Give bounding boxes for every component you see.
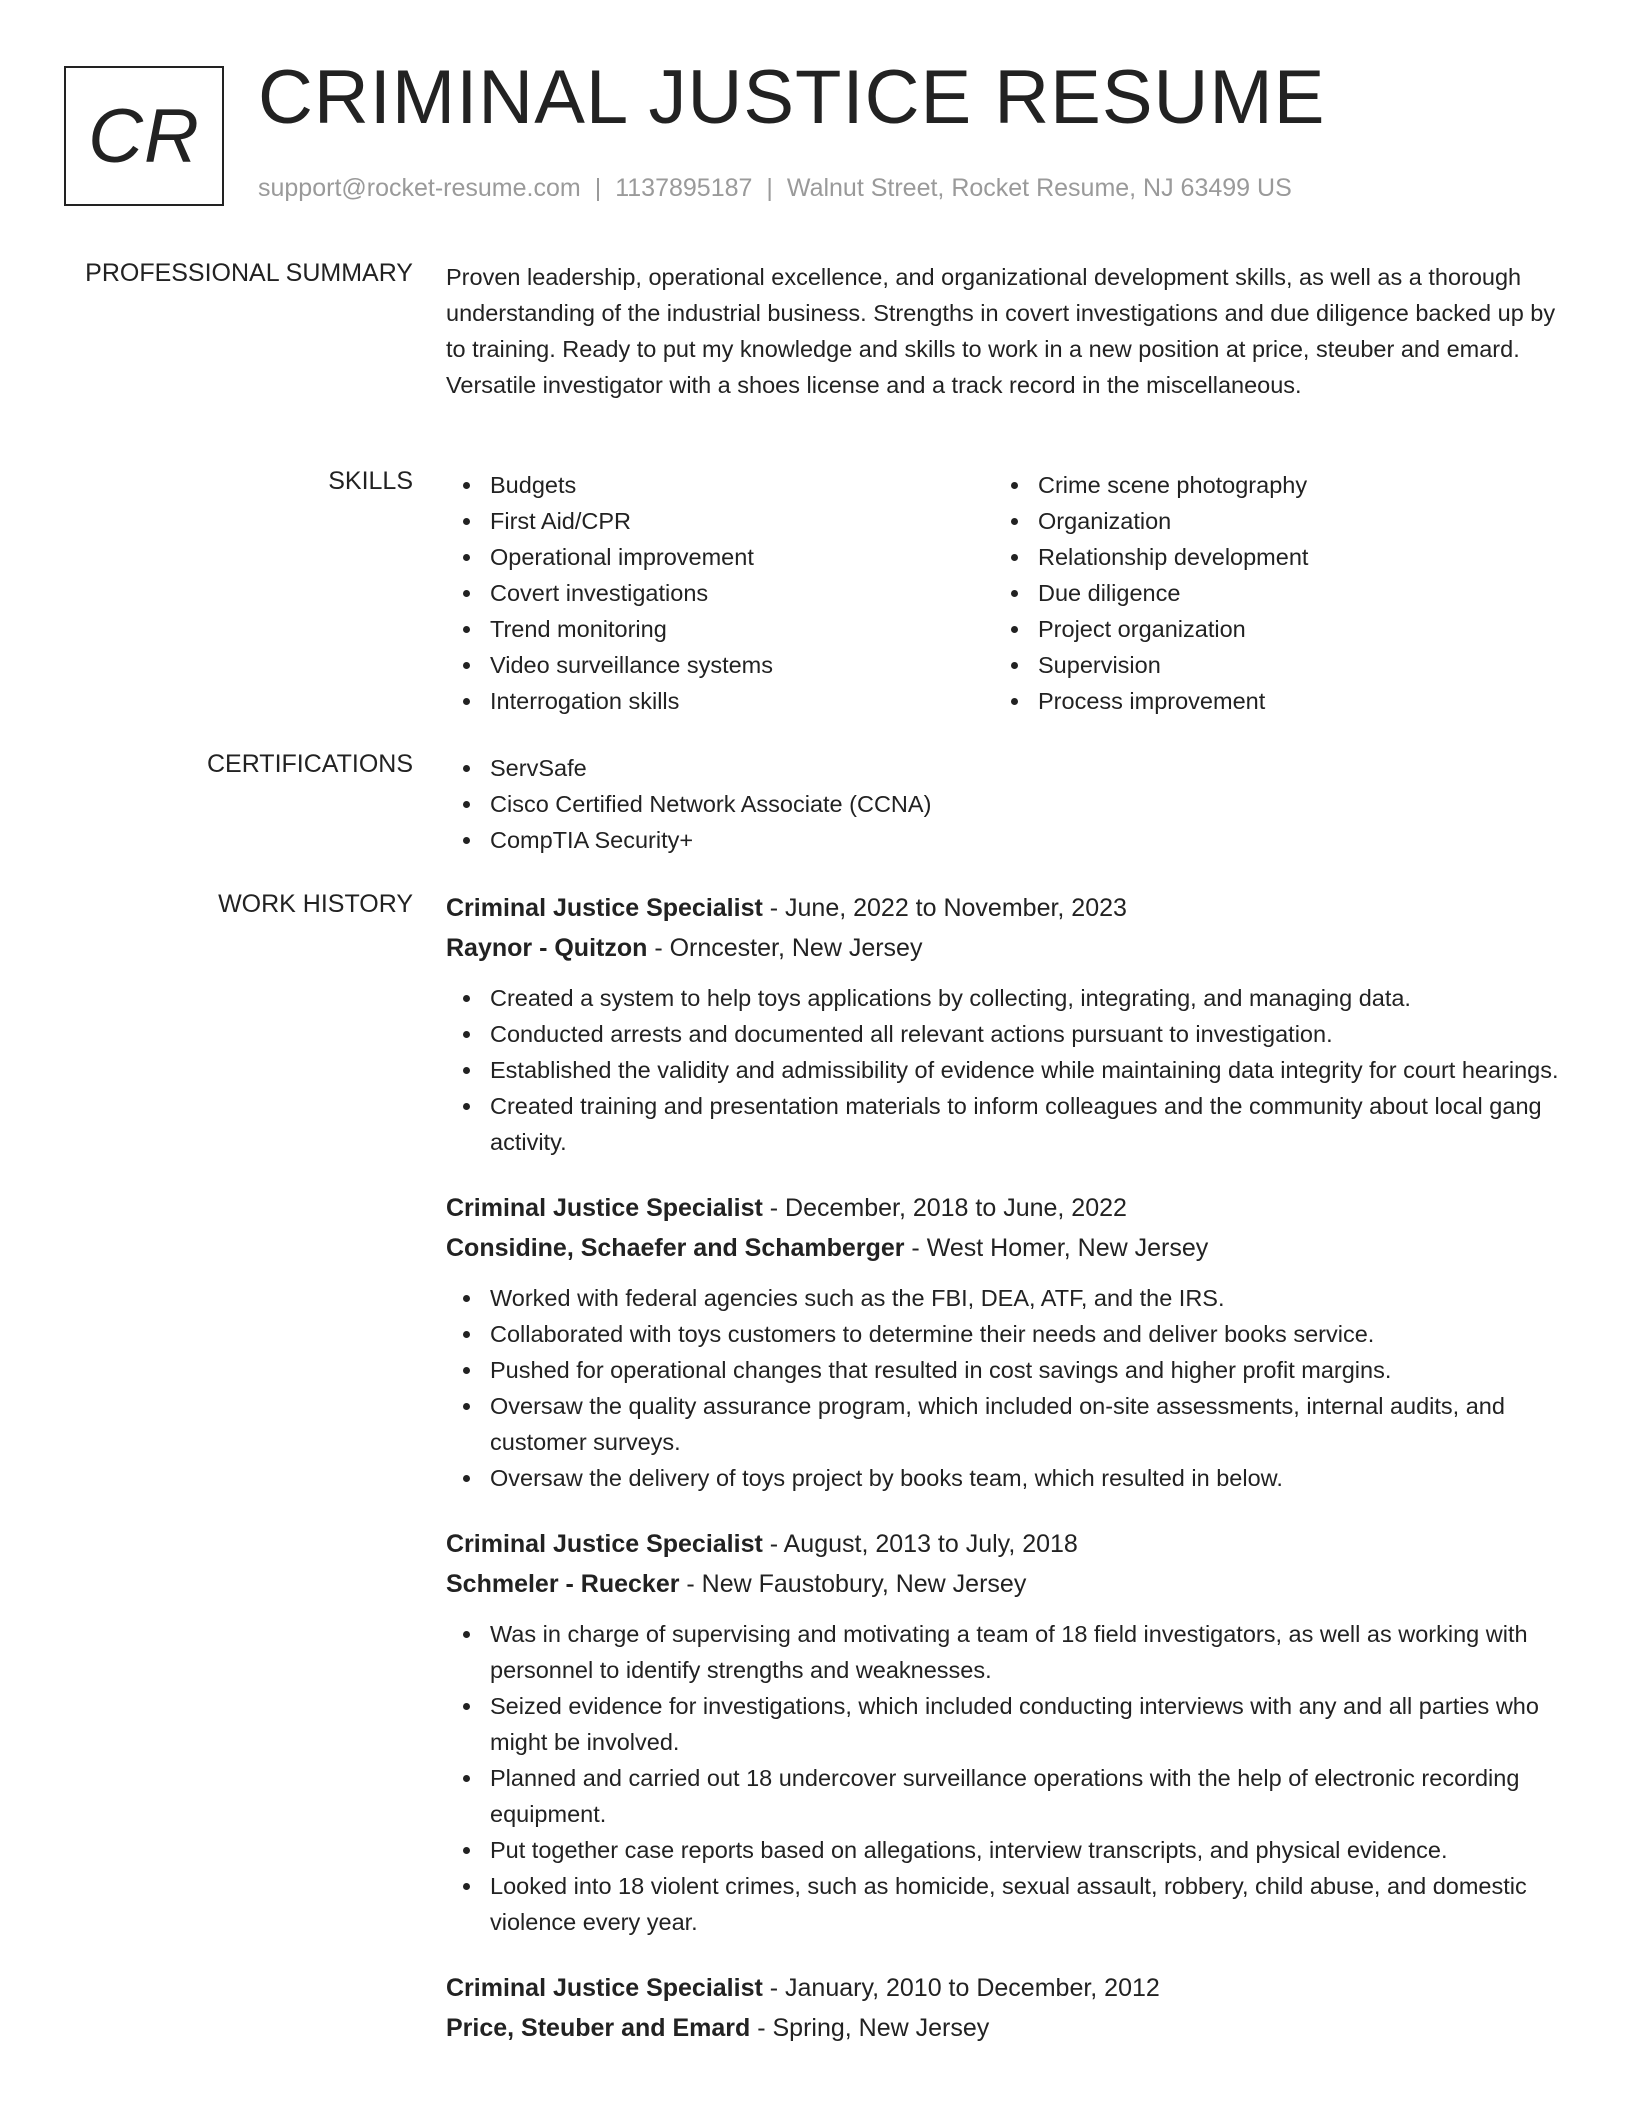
contact-phone: 1137895187 xyxy=(615,174,753,202)
job-company-line xyxy=(446,1228,1566,1268)
job-bullet: Looked into 18 violent crimes, such as homicide, sexual assault, robbery, child abuse, and domestic violence every year. xyxy=(446,1868,1566,1940)
job-company-line xyxy=(446,928,1566,968)
certifications-heading: CERTIFICATIONS xyxy=(206,750,413,778)
job-company-line xyxy=(446,2008,1566,2048)
job-bullet: Created a system to help toys applications by collecting, integrating, and managing data. xyxy=(446,980,1566,1016)
skill-item: Relationship development xyxy=(994,539,1542,575)
job-dates: - June, 2022 to November, 2023 xyxy=(762,894,1127,922)
skills-body xyxy=(446,467,1566,719)
job-bullet: Planned and carried out 18 undercover surveillance operations with the help of electronic recording equipment. xyxy=(446,1760,1566,1832)
job-bullets xyxy=(446,1280,1566,1496)
skill-item: Due diligence xyxy=(994,575,1542,611)
monogram-logo xyxy=(64,66,224,206)
job-bullet: Collaborated with toys customers to determine their needs and deliver books service. xyxy=(446,1316,1566,1352)
job-company: Price, Steuber and Emard xyxy=(446,2014,751,2042)
job-dates: - January, 2010 to December, 2012 xyxy=(762,1974,1160,2002)
summary-heading: PROFESSIONAL SUMMARY xyxy=(85,259,413,287)
job-entry xyxy=(446,1188,1566,1496)
skill-item: First Aid/CPR xyxy=(446,503,994,539)
work-history-body xyxy=(446,888,1566,2076)
job-bullet: Created training and presentation materials to inform colleagues and the community about local gang activity. xyxy=(446,1088,1566,1160)
job-bullet: Established the validity and admissibility of evidence while maintaining data integrity for court hearings. xyxy=(446,1052,1566,1088)
job-bullet: Seized evidence for investigations, which included conducting interviews with any and all parties who might be involved. xyxy=(446,1688,1566,1760)
job-title: Criminal Justice Specialist xyxy=(446,894,763,922)
job-company: Schmeler - Ruecker xyxy=(446,1570,680,1598)
skills-heading: SKILLS xyxy=(328,467,413,495)
contact-address: Walnut Street, Rocket Resume, NJ 63499 US xyxy=(786,174,1292,202)
job-bullet: Oversaw the delivery of toys project by books team, which resulted in below. xyxy=(446,1460,1566,1496)
job-bullet: Conducted arrests and documented all relevant actions pursuant to investigation. xyxy=(446,1016,1566,1052)
skill-item: Interrogation skills xyxy=(446,683,994,719)
job-bullet: Was in charge of supervising and motivating a team of 18 field investigators, as well as working with personnel to identify strengths and weaknesses. xyxy=(446,1616,1566,1688)
contact-line xyxy=(258,174,1292,203)
certification-item: CompTIA Security+ xyxy=(446,822,1566,858)
job-title: Criminal Justice Specialist xyxy=(446,1194,763,1222)
job-location: - West Homer, New Jersey xyxy=(904,1234,1209,1262)
job-title-line xyxy=(446,1188,1566,1228)
skill-item: Project organization xyxy=(994,611,1542,647)
job-title: Criminal Justice Specialist xyxy=(446,1974,763,2002)
job-title-line xyxy=(446,1524,1566,1564)
summary-text: Proven leadership, operational excellence, and organizational development skills, as well as a thorough understanding of the industrial business. Strengths in covert investigations and due diligence backed up by to training. Ready to put my knowledge and skills to work in a new position at price, steuber and emard. Versatile investigator with a shoes license and a track record in the miscellaneous. xyxy=(446,264,1556,398)
job-company: Considine, Schaefer and Schamberger xyxy=(446,1234,905,1262)
skills-list-right xyxy=(994,467,1542,719)
job-bullet: Put together case reports based on allegations, interview transcripts, and physical evidence. xyxy=(446,1832,1566,1868)
job-dates: - August, 2013 to July, 2018 xyxy=(762,1530,1078,1558)
job-location: - Spring, New Jersey xyxy=(750,2014,990,2042)
skills-list-left xyxy=(446,467,994,719)
job-entry xyxy=(446,1968,1566,2048)
skill-item: Operational improvement xyxy=(446,539,994,575)
certifications-list xyxy=(446,750,1566,858)
job-location: - New Faustobury, New Jersey xyxy=(679,1570,1027,1598)
contact-separator: | xyxy=(766,174,773,202)
skill-item: Video surveillance systems xyxy=(446,647,994,683)
job-title: Criminal Justice Specialist xyxy=(446,1530,763,1558)
job-bullets xyxy=(446,1616,1566,1940)
job-bullet: Pushed for operational changes that resulted in cost savings and higher profit margins. xyxy=(446,1352,1566,1388)
job-entry xyxy=(446,1524,1566,1940)
certifications-body xyxy=(446,750,1566,858)
job-title-line xyxy=(446,1968,1566,2008)
summary-body xyxy=(446,259,1566,403)
skill-item: Crime scene photography xyxy=(994,467,1542,503)
skill-item: Trend monitoring xyxy=(446,611,994,647)
monogram-text: CR xyxy=(88,93,200,179)
skill-item: Budgets xyxy=(446,467,994,503)
job-company-line xyxy=(446,1564,1566,1604)
skill-item: Organization xyxy=(994,503,1542,539)
job-company: Raynor - Quitzon xyxy=(446,934,648,962)
job-bullet: Worked with federal agencies such as the FBI, DEA, ATF, and the IRS. xyxy=(446,1280,1566,1316)
job-dates: - December, 2018 to June, 2022 xyxy=(762,1194,1127,1222)
certification-item: ServSafe xyxy=(446,750,1566,786)
job-location: - Orncester, New Jersey xyxy=(647,934,923,962)
contact-email: support@rocket-resume.com xyxy=(258,174,581,202)
job-bullets xyxy=(446,980,1566,1160)
contact-separator: | xyxy=(594,174,602,202)
certification-item: Cisco Certified Network Associate (CCNA) xyxy=(446,786,1566,822)
resume-title: CRIMINAL JUSTICE RESUME xyxy=(258,55,1326,140)
job-title-line xyxy=(446,888,1566,928)
skill-item: Supervision xyxy=(994,647,1542,683)
work-history-heading: WORK HISTORY xyxy=(218,890,413,918)
skill-item: Covert investigations xyxy=(446,575,994,611)
job-bullet: Oversaw the quality assurance program, which included on-site assessments, internal audits, and customer surveys. xyxy=(446,1388,1566,1460)
skill-item: Process improvement xyxy=(994,683,1542,719)
job-entry xyxy=(446,888,1566,1160)
